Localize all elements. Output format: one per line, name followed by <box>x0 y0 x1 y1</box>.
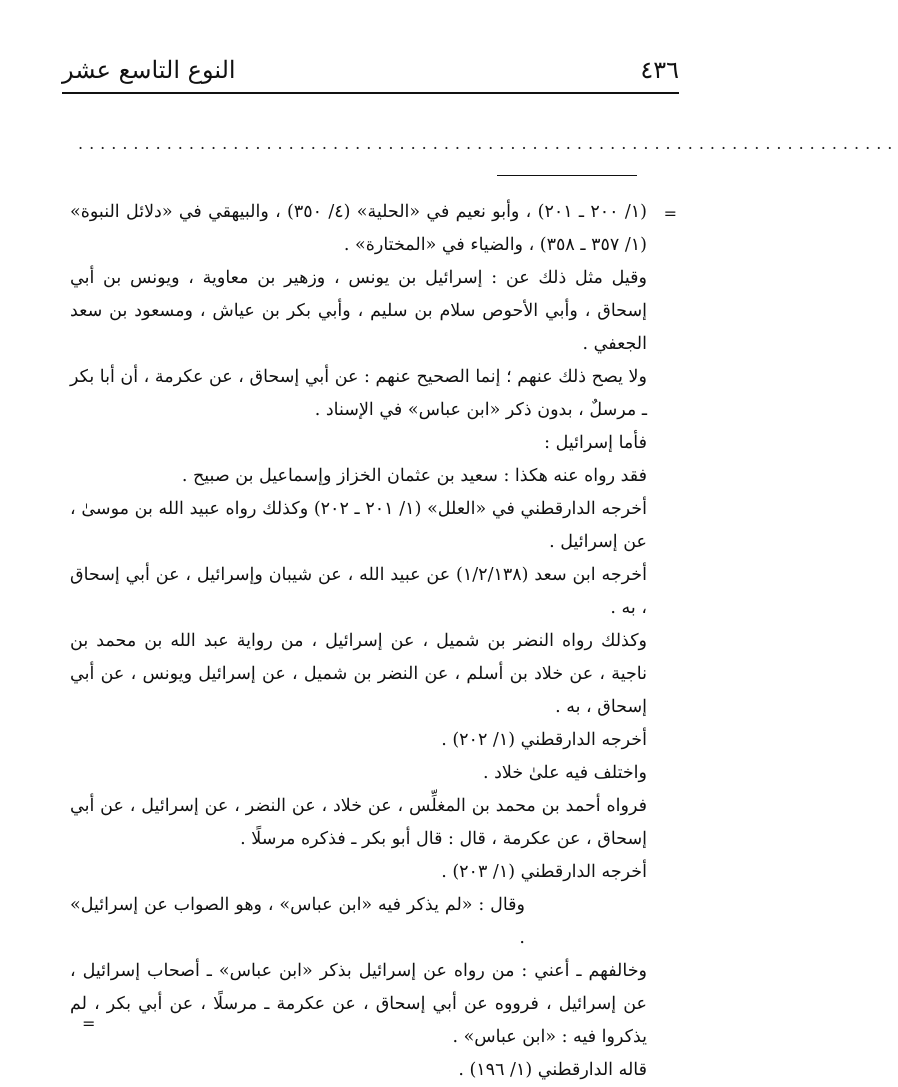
paragraph: فقد رواه عنه هكذا : سعيد بن عثمان الخزاز وإسماعيل بن صبيح . <box>181 466 647 486</box>
running-header <box>62 52 679 94</box>
paragraph: وقيل مثل ذلك عن : إسرائيل بن يونس ، وزهير بن معاوية ، ويونس بن أبي إسحاق ، وأبي الأحوص سلام بن سليم ، وأبي بكر بن عياش ، ومسعود بن سعد الجعفي . <box>70 268 647 354</box>
chapter-title: النوع التاسع عشر <box>62 56 236 84</box>
paragraph: وقال : «لم يذكر فيه «ابن عباس» ، وهو الصواب عن إسرائيل» . <box>70 895 525 948</box>
paragraph: أخرجه ابن سعد (١/٢/١٣٨) عن عبيد الله ، عن شيبان وإسرائيل ، عن أبي إسحاق ، به . <box>70 565 647 618</box>
paragraph: أخرجه الدارقطني (١/ ٢٠٣) . <box>441 862 647 882</box>
paragraph: ولا يصح ذلك عنهم ؛ إنما الصحيح عنهم : عن أبي إسحاق ، عن عكرمة ، أن أبا بكر ـ مرسلٌ ، بدون ذكر «ابن عباس» في الإسناد . <box>70 367 647 420</box>
dotted-separator: .......................................................................... <box>78 134 898 153</box>
paragraph: فرواه أحمد بن محمد بن المغلِّس ، عن خلاد ، عن النضر ، عن إسرائيل ، عن أبي إسحاق ، عن عكرمة ، قال : قال أبو بكر ـ فذكره مرسلًا . <box>70 796 647 849</box>
paragraph: (١/ ٢٠٠ ـ ٢٠١) ، وأبو نعيم في «الحلية» (٤/ ٣٥٠) ، والبيهقي في «دلائل النبوة» (١/ ٣٥٧ ـ ٣٥٨) ، والضياء في «المختارة» . <box>70 202 647 255</box>
paragraph: وكذلك رواه النضر بن شميل ، عن إسرائيل ، من رواية عبد الله بن محمد بن ناجية ، عن خلاد بن أسلم ، عن النضر بن شميل ، عن إسرائيل ويونس ، عن أبي إسحاق ، به . <box>70 631 647 717</box>
page-number: ٤٣٦ <box>640 56 679 84</box>
paragraph: أخرجه الدارقطني (١/ ٢٠٢) . <box>441 730 647 750</box>
paragraph: قاله الدارقطني (١/ ١٩٦) . <box>458 1060 647 1080</box>
footnote-body <box>70 196 647 1087</box>
paragraph: فأما إسرائيل : <box>544 433 647 453</box>
continuation-mark-bottom: = <box>82 1014 96 1033</box>
footnote-rule <box>497 175 637 176</box>
paragraph: أخرجه الدارقطني في «العلل» (١/ ٢٠١ ـ ٢٠٢) وكذلك رواه عبيد الله بن موسىٰ ، عن إسرائيل . <box>70 499 647 552</box>
continuation-mark-top: = <box>663 204 677 223</box>
paragraph: واختلف فيه علىٰ خلاد . <box>482 763 647 783</box>
paragraph: وخالفهم ـ أعني : من رواه عن إسرائيل بذكر «ابن عباس» ـ أصحاب إسرائيل ، عن إسرائيل ، فرووه عن أبي إسحاق ، عن عكرمة ـ مرسلًا ، عن أبي بكر ، لم يذكروا فيه : «ابن عباس» . <box>70 961 647 1047</box>
